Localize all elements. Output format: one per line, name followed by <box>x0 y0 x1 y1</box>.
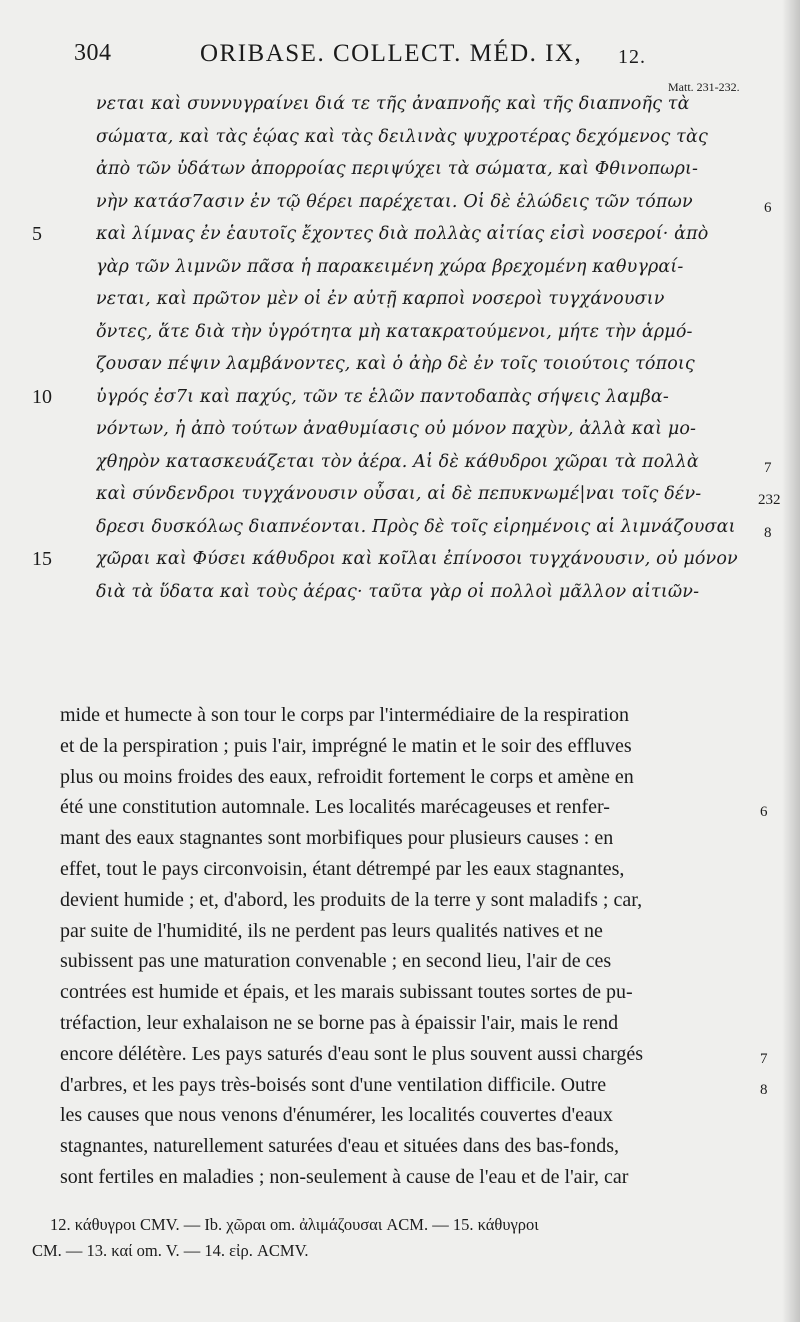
line-number: 15 <box>32 548 52 570</box>
greek-line: ὄντες, ἅτε διὰ τὴν ὑγρότητα μὴ κατακρατούμενοι, μήτε τὴν ἁρμό- <box>96 322 693 342</box>
french-line: plus ou moins froides des eaux, refroidit fortement le corps et amène en <box>60 766 634 788</box>
french-line: subissent pas une maturation convenable ; en second lieu, l'air de ces <box>60 950 612 972</box>
page-number: 304 <box>74 40 112 66</box>
french-line: devient humide ; et, d'abord, les produits de la terre y sont maladifs ; car, <box>60 889 643 911</box>
margin-section-number: 232 <box>758 492 781 508</box>
french-line: d'arbres, et les pays très-boisés sont d'une ventilation difficile. Outre <box>60 1074 607 1096</box>
greek-line: νεται καὶ συννυγραίνει διά τε τῆς ἀναπνοῆς καὶ τῆς διαπνοῆς τὰ <box>96 94 690 114</box>
french-line: sont fertiles en maladies ; non-seulement à cause de l'eau et de l'air, car <box>60 1166 629 1188</box>
french-line: encore délétère. Les pays saturés d'eau sont le plus souvent aussi chargés <box>60 1043 644 1065</box>
french-line: mide et humecte à son tour le corps par l'intermédiaire de la respiration <box>60 704 629 726</box>
greek-line: ὑγρός ἐσ7ι καὶ παχύς, τῶν τε ἑλῶν παντοδαπὰς σήψεις λαμβα- <box>96 387 669 407</box>
french-line: stagnantes, naturellement saturées d'eau et situées dans des bas-fonds, <box>60 1135 619 1157</box>
french-line: tréfaction, leur exhalaison ne se borne pas à épaissir l'air, mais le rend <box>60 1012 619 1034</box>
margin-section-number: 8 <box>760 1082 768 1098</box>
greek-line: νόντων, ἡ ἀπὸ τούτων ἀναθυμίασις οὐ μόνον παχὺν, ἀλλὰ καὶ μο- <box>96 419 697 439</box>
french-line: été une constitution automnale. Les localités marécageuses et renfer- <box>60 796 610 818</box>
greek-line: χθηρὸν κατασκευάζεται τὸν ἀέρα. Αἱ δὲ κάθυδροι χῶραι τὰ πολλὰ <box>96 452 699 472</box>
line-number: 10 <box>32 386 52 408</box>
line-number: 5 <box>32 223 42 245</box>
chapter-number: 12. <box>618 46 646 68</box>
french-line: et de la perspiration ; puis l'air, imprégné le matin et le soir des effluves <box>60 735 632 757</box>
margin-section-number: 8 <box>764 525 772 541</box>
french-line: contrées est humide et épais, et les marais subissant toutes sortes de pu- <box>60 981 633 1003</box>
greek-line: καὶ λίμνας ἐν ἑαυτοῖς ἔχοντες διὰ πολλὰς αἰτίας εἰσὶ νοσεροί· ἀπὸ <box>96 224 709 244</box>
greek-line: ἀπὸ τῶν ὑδάτων ἀπορροίας περιψύχει τὰ σώματα, καὶ Φθινοπωρι- <box>96 159 699 179</box>
greek-line: σώματα, καὶ τὰς ἑῴας καὶ τὰς δειλινὰς ψυχροτέρας δεχόμενος τὰς <box>96 127 708 147</box>
greek-line: νὴν κατάσ7ασιν ἐν τῷ θέρει παρέχεται. Οἱ δὲ ἑλώδεις τῶν τόπων <box>96 192 693 212</box>
french-line: par suite de l'humidité, ils ne perdent pas leurs qualités natives et ne <box>60 920 603 942</box>
greek-line: δρεσι δυσκόλως διαπνέονται. Πρὸς δὲ τοῖς εἰρημένοις αἱ λιμνάζουσαι <box>96 517 736 537</box>
page-header <box>0 40 800 80</box>
running-title: ORIBASE. COLLECT. MÉD. IX, <box>200 40 583 67</box>
margin-section-number: 7 <box>760 1051 768 1067</box>
footnote-line: 12. κάθυγροι CMV. — Ib. χῶραι om. ἀλιμάζουσαι ACM. — 15. κάθυγροι <box>50 1215 539 1234</box>
greek-line: ζουσαν πέψιν λαμβάνοντες, καὶ ὁ ἀὴρ δὲ ἐν τοῖς τοιούτοις τόποις <box>96 354 695 374</box>
greek-line: διὰ τὰ ὕδατα καὶ τοὺς ἀέρας· ταῦτα γὰρ οἱ πολλοὶ μᾶλλον αἰτιῶν- <box>96 582 700 602</box>
margin-section-number: 7 <box>764 460 772 476</box>
margin-section-number: 6 <box>764 200 772 216</box>
french-line: mant des eaux stagnantes sont morbifiques pour plusieurs causes : en <box>60 827 614 849</box>
margin-section-number: 6 <box>760 804 768 820</box>
greek-line: νεται, καὶ πρῶτον μὲν οἱ ἐν αὐτῇ καρποὶ νοσεροὶ τυγχάνουσιν <box>96 289 665 309</box>
french-line: effet, tout le pays circonvoisin, étant détrempé par les eaux stagnantes, <box>60 858 625 880</box>
greek-line: χῶραι καὶ Φύσει κάθυδροι καὶ κοῖλαι ἐπίνοσοι τυγχάνουσιν, οὐ μόνον <box>96 549 738 569</box>
french-line: les causes que nous venons d'énumérer, les localités couvertes d'eaux <box>60 1104 613 1126</box>
matthaei-reference: Matt. 231-232. <box>668 80 740 94</box>
greek-line: καὶ σύνδενδροι τυγχάνουσιν οὖσαι, αἱ δὲ πεπυκνωμέ|ναι τοῖς δέν- <box>96 484 702 504</box>
footnote-line: CM. — 13. καί om. V. — 14. εἰρ. ACMV. <box>32 1241 309 1260</box>
greek-line: γὰρ τῶν λιμνῶν πᾶσα ἡ παρακειμένη χώρα βρεχομένη καθυγραί- <box>96 257 684 277</box>
